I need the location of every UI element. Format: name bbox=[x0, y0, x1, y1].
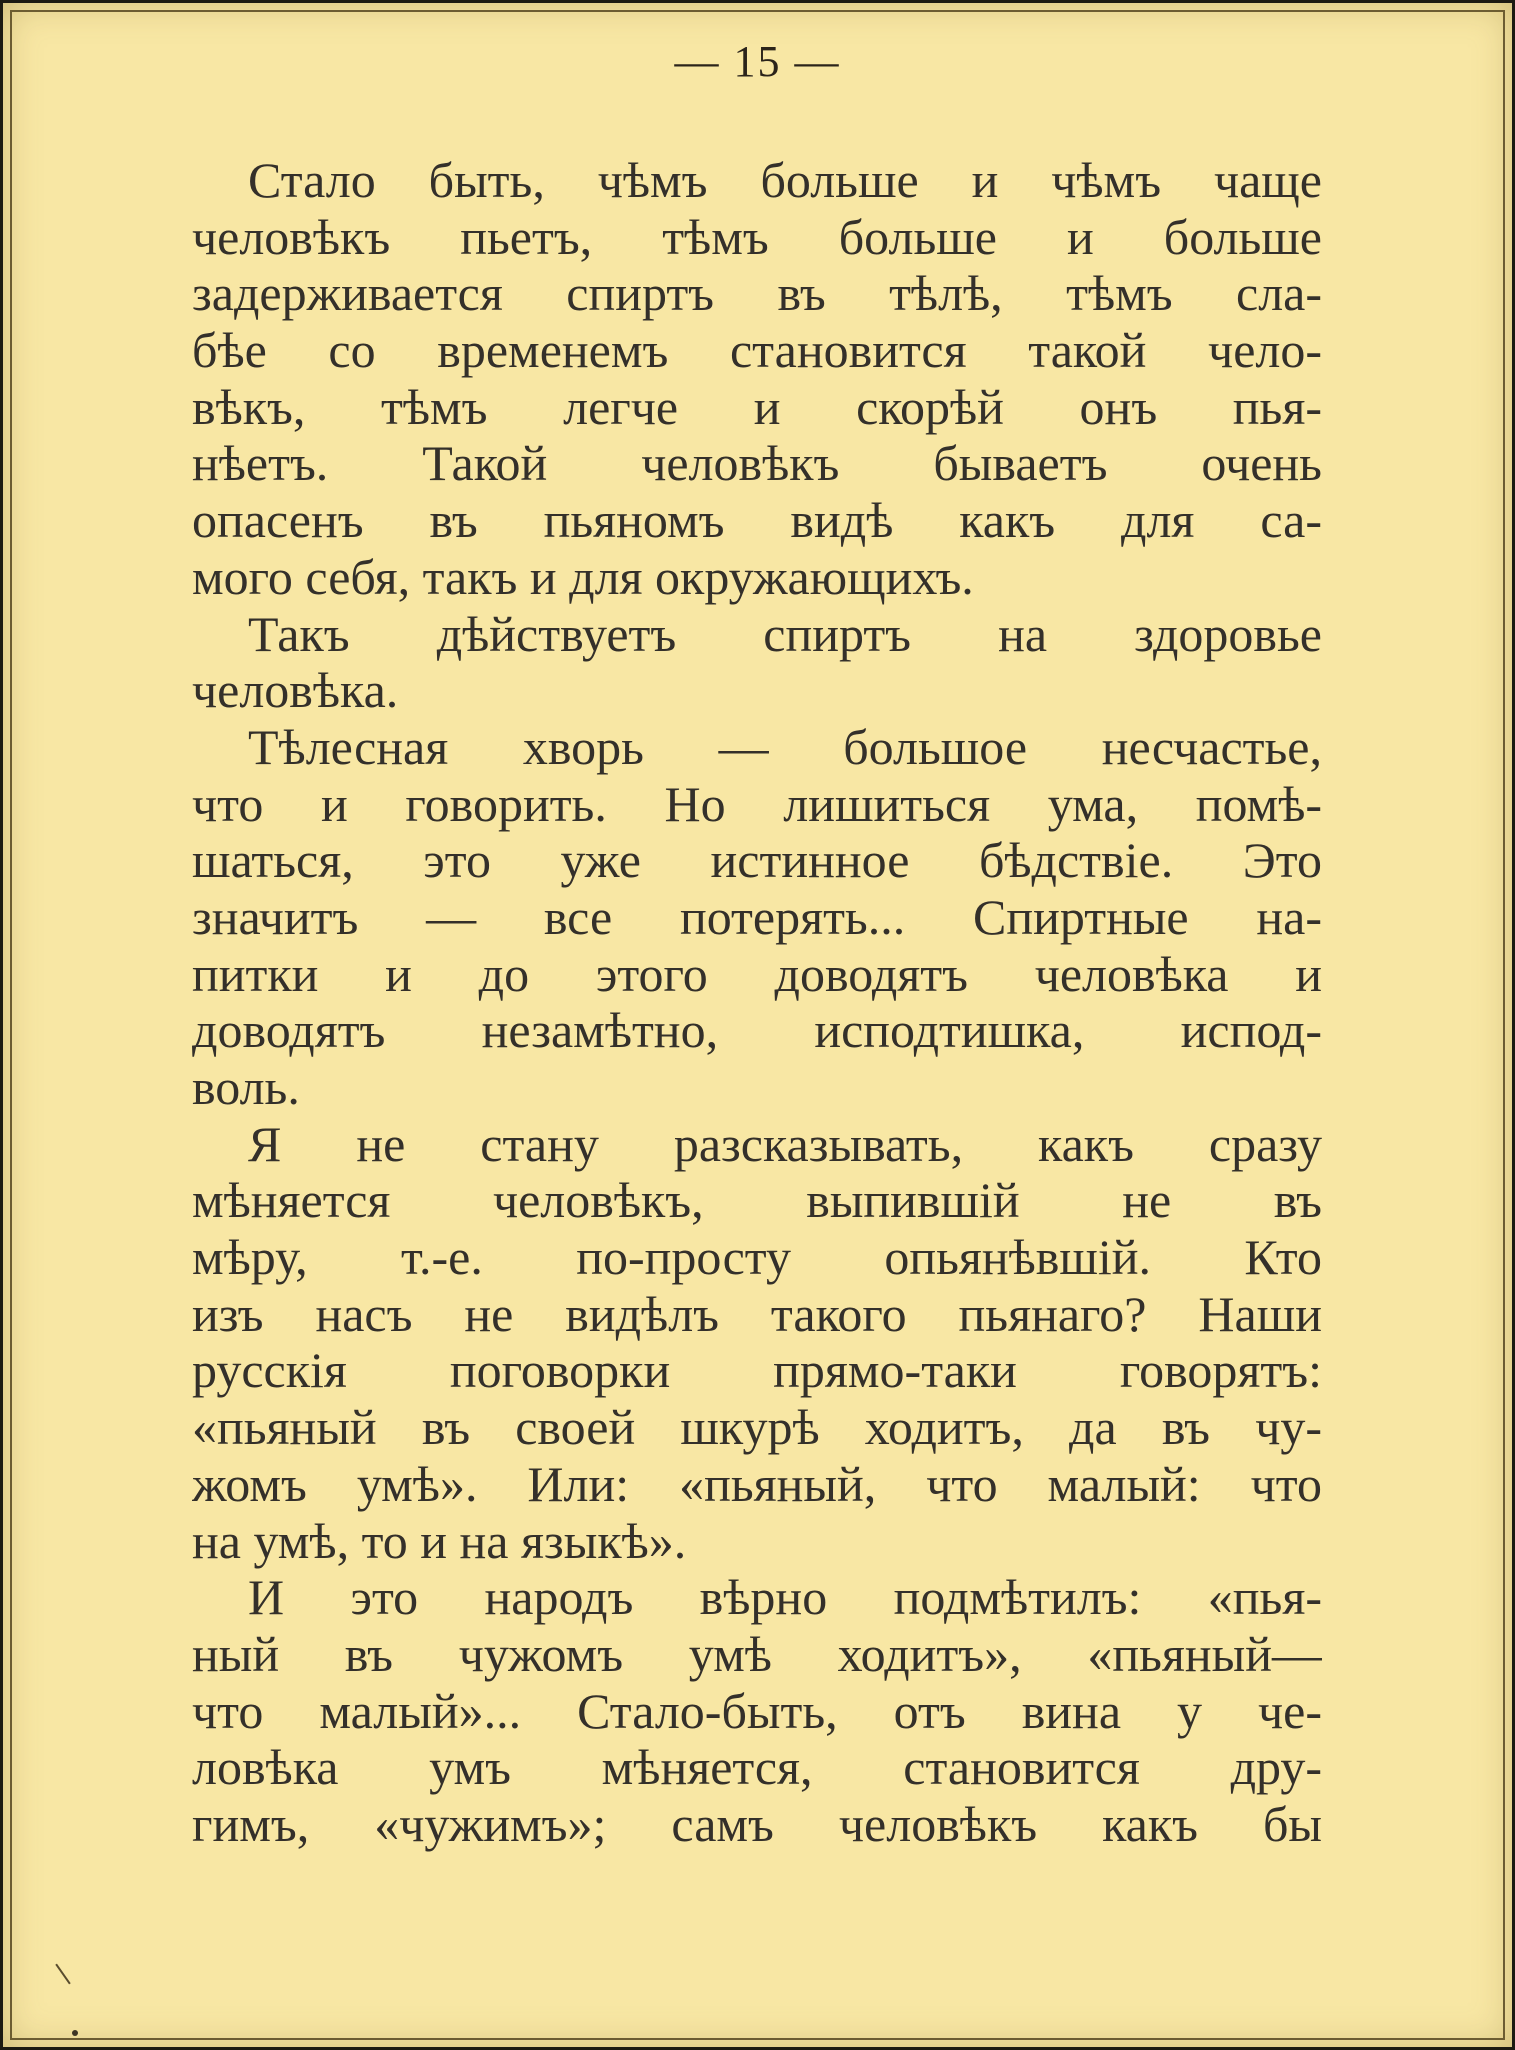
text-line: мѣняется человѣкъ, выпившій не въ bbox=[192, 1172, 1322, 1229]
text-line: человѣкъ пьетъ, тѣмъ больше и больше bbox=[192, 208, 1322, 265]
text-line: Стало быть, чѣмъ больше и чѣмъ чаще bbox=[248, 152, 1322, 208]
text-line: ный въ чужомъ умѣ ходитъ», «пьяный— bbox=[192, 1625, 1322, 1682]
text-line: воль. bbox=[192, 1059, 300, 1115]
text-line: доводятъ незамѣтно, исподтишка, испод- bbox=[192, 1002, 1322, 1059]
text-line: изъ насъ не видѣлъ такого пьянаго? Наши bbox=[192, 1285, 1322, 1342]
text-line: значитъ — все потерять... Спиртные на- bbox=[192, 888, 1322, 945]
text-line: мого себя, такъ и для окружающихъ. bbox=[192, 548, 974, 605]
text-line: Я не стану разсказывать, какъ сразу bbox=[248, 1115, 1322, 1172]
text-line: что и говорить. Но лишиться ума, помѣ- bbox=[192, 775, 1322, 832]
text-line: жомъ умѣ». Или: «пьяный, что малый: что bbox=[192, 1455, 1322, 1512]
text-line: нѣетъ. Такой человѣкъ бываетъ очень bbox=[192, 435, 1322, 492]
text-line: ловѣка умъ мѣняется, становится дру- bbox=[192, 1739, 1322, 1796]
ink-speck bbox=[72, 2030, 78, 2036]
body-text bbox=[192, 152, 1322, 1853]
text-line: вѣкъ, тѣмъ легче и скорѣй онъ пья- bbox=[192, 378, 1322, 435]
text-line: мѣру, т.-е. по-просту опьянѣвшій. Кто bbox=[192, 1229, 1322, 1286]
text-line: задерживается спиртъ въ тѣлѣ, тѣмъ сла- bbox=[192, 265, 1322, 322]
text-line: бѣе со временемъ становится такой чело- bbox=[192, 322, 1322, 379]
text-line: шаться, это уже истинное бѣдствіе. Это bbox=[192, 832, 1322, 889]
text-line: питки и до этого доводятъ человѣка и bbox=[192, 945, 1322, 1002]
text-line: что малый»... Стало-быть, отъ вина у че- bbox=[192, 1682, 1322, 1739]
text-line: Такъ дѣйствуетъ спиртъ на здоровье bbox=[248, 605, 1322, 662]
text-line: опасенъ въ пьяномъ видѣ какъ для са- bbox=[192, 492, 1322, 549]
text-line: русскія поговорки прямо-таки говорятъ: bbox=[192, 1342, 1322, 1399]
text-line: Тѣлесная хворь — большое несчастье, bbox=[248, 718, 1322, 775]
text-line: «пьяный въ своей шкурѣ ходитъ, да въ чу- bbox=[192, 1399, 1322, 1456]
text-line: человѣка. bbox=[192, 662, 399, 719]
text-line: гимъ, «чужимъ»; самъ человѣкъ какъ бы bbox=[192, 1795, 1322, 1852]
page-number: — 15 — bbox=[674, 37, 841, 86]
text-line: на умѣ, то и на языкѣ». bbox=[192, 1512, 687, 1569]
paper-scratch bbox=[55, 1964, 70, 1985]
text-line: И это народъ вѣрно подмѣтилъ: «пья- bbox=[248, 1569, 1322, 1626]
